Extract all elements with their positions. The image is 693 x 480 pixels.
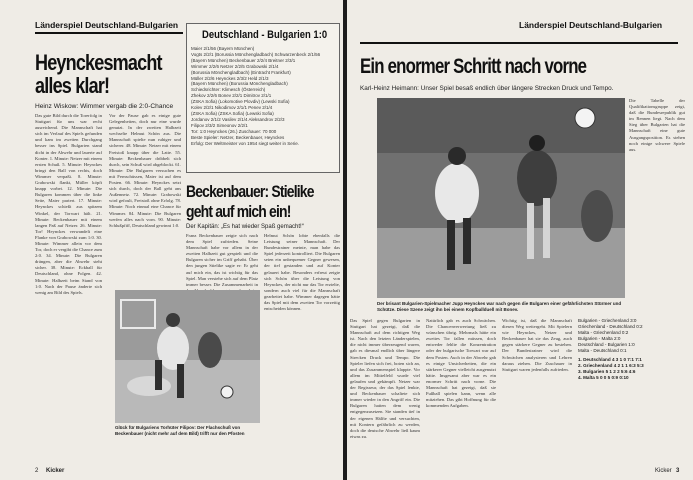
table-row: 3. Bulgarien 5 1 2 2 5:6 4:6 — [578, 369, 636, 374]
match-photo-heynckes — [377, 98, 625, 298]
lineup-line: (Bayern München) (Borussia Mönchengladbach) — [191, 81, 288, 87]
lineup-line: (ZSKA Sofia) (Lokomotive Plovdiv) (Lewski Sofia) — [191, 99, 290, 105]
lineup-line: Tor: 1:0 Heynckes (26.) Zuschauer: 70 000 — [191, 128, 277, 134]
article-column — [629, 98, 685, 318]
running-head: Länderspiel Deutschland-Bulgarien — [519, 20, 663, 30]
article-text: Vor der Pause gab es einige gute Gelegenheiten, doch nur eine wurde genutzt. In der zweiten Halbzeit wechselte Helmut Schön aus. Die Mannschaft spielte nun ruhiger und sicherer. 48. Minute: Netzer mit einem Freistoß knapp über die Latte. 55. Minute: Beckenbauer dribbelt sich durch, sein Schuß wird abgeblockt. 61. Minute: Die Bulgaren versuchen es mit Fernschüssen, Maier ist auf dem Posten. 66. Minute: Heynckes setzt sich durch, doch der Ball geht ans Außennetz. 72. Minute: Grabowski wird gefoult, Freistoß ohne Erfolg. 78. Minute: Noch einmal eine Chance für Wimmer. 84. Minute: Die Bulgaren werfen alles nach vorn. 90. Minute: Schlußpfiff, Deutschland gewinnt 1:0. — [109, 113, 181, 228]
right-subheadline: Karl-Heinz Heimann: Unser Spiel besaß endlich über längere Strecken Druck und Tempo. — [360, 85, 614, 92]
subheadline: Heinz Wiskow: Wimmer vergab die 2:0-Chance — [35, 103, 174, 110]
lineup-line: Müller 2/2/6 Heynckes 2/3/2 Held 2/1/3 — [191, 75, 269, 81]
header-rule — [35, 32, 183, 34]
magazine-name: Kicker — [655, 468, 672, 474]
lineup-line: Jordanov 2/1/2 Vasilev 2/1/4 Aleksandrov 2/2/3 — [191, 116, 285, 122]
lineup-line: (Bayern München) Beckenbauer 2/2/4 Breitner 2/3/1 — [191, 57, 296, 63]
table-row: 2. Griechenland 4 2 1 1 6:3 5:3 — [578, 363, 644, 368]
lineup-line: (ZSKA Sofia) (ZSKA Sofia) (Lewski Sofia) — [191, 110, 274, 116]
lineup-line: Vogts 2/2/1 (Borussia Mönchengladbach) Schwarzenbeck 2/1/56 — [191, 51, 321, 57]
page-number: 3 — [676, 468, 680, 474]
running-head: Länderspiel Deutschland-Bulgarien — [35, 20, 179, 30]
match-photo — [115, 290, 260, 423]
lineup-line: Kolev 2/2/1 Nikodimov 2/1/1 Penev 2/1/4 — [191, 105, 273, 111]
article-column — [35, 113, 102, 470]
lineup-list — [191, 46, 337, 146]
article-text: Franz Beckenbauer zeigte sich nach dem Spiel zufrieden. Seine Mannschaft habe vor allem in der zweiten Halbzeit gut gespielt und die Bulgaren sicher im Griff gehabt. Über den jungen Stielike sagte er: Er geht auf mich ein, das ist wichtig für das Spiel. Man verstehe sich auf dem Platz immer besser. Die Zusammenarbeit in — [186, 233, 258, 287]
left-page — [0, 0, 343, 480]
second-subheadline: Der Kapitän: „Es hat wieder Spaß gemacht!“ — [186, 224, 304, 230]
article-text: Das gute Bild durch die Torerfolg in Stuttgart für uns war recht ausreichend. Die Mannschaft hat sich im Verlauf des Spiels gefunden und kam im zweiten Durchgang besser ins Spiel. Bulgarien stand dicht in der Abwehr und lauerte auf Konter. 1. Minute: Netzer mit einem ersten Schuß. 5. Minute: Heynckes bringt den Ball von rechts, doch Wimmer verpaßt. 8. Minute: Grabowski flankt, Müller köpft knapp vorbei. 12. Minute: Die Bulgaren kommen über die linke Seite, Maier pariert. 17. Minute: Heynckes schießt aus spitzem Winkel, der Torwart hält. 21. Minute: Beckenbauer mit einem langen Paß auf Netzer. 26. Minute: Tor! Heynckes verwandelt eine Flanke von Grabowski zum 1:0. 30. Minute: Wimmer allein vor dem Tor, doch er vergibt die Chance zum 2:0. 34. Minute: Die Bulgaren drängen, aber die Abwehr steht sicher. 38. Minute: Eckball für Deutschland, ohne Folgen. 42. Minute: Halbzeit beim Stand von 1:0. Nach der Pause änderte sich wenig am Bild des Spiels. — [35, 113, 102, 295]
article-column-narrow — [360, 96, 373, 306]
result-line: Malta - Deutschland 0:1 — [578, 348, 627, 353]
article-column — [264, 233, 340, 470]
result-line: Deutschland - Bulgarien 1:0 — [578, 342, 635, 347]
article-column — [502, 318, 572, 470]
match-photo-scene — [115, 290, 260, 423]
second-headline-line1: Beckenbauer: Stielike — [186, 182, 314, 201]
article-text: Das Spiel gegen Bulgarien in Stuttgart hat gezeigt, daß die Mannschaft auf dem richtigen Weg ist. Nach den letzten Länderspielen, die nicht immer überzeugend waren, gab es diesmal endlich über längere Strecken Druck und Tempo. Die Spieler liefen sich frei, boten sich an, und das Zusammenspiel klappte. Vor allem im Mittelfeld wurde viel gelaufen und gekämpft. Netzer war der Regisseur, der das Spiel lenkte, und Beckenbauer schaltete sich immer wieder in den Angriff ein. Die Bulgaren hatten dem wenig entgegenzusetzen. Sie standen tief in der eigenen Hälfte und versuchten, mit Kontern gefährlich zu werden, doch die deutsche Abwehr ließ kaum etwas zu. — [350, 318, 420, 439]
article-column — [109, 113, 181, 285]
second-headline-line2: geht auf mich ein! — [186, 202, 291, 221]
article-column — [426, 318, 496, 470]
header-rule — [360, 42, 678, 44]
lineup-line: Schiedsrichter: Klimesch (Österreich) — [191, 87, 266, 93]
match-photo-scene — [377, 98, 625, 298]
lineup-line: Maier 2/1/56 (Bayern München) — [191, 46, 255, 51]
lineup-line: (Borussia Mönchengladbach) (Eintracht Frankfurt) — [191, 69, 291, 75]
lineup-title: Deutschland - Bulgarien 1:0 — [202, 29, 328, 41]
photo-caption: Glück für Bulgariens Torhüter Filipov: Der Flachschuß von Beckenbauer (nicht mehr auf dem Bild) trifft nur den Pfosten — [115, 425, 245, 436]
result-line: Bulgarien - Griechenland 3:0 — [578, 318, 637, 323]
lineup-line: Filipov 2/3/2 Simeonov 2/2/1 — [191, 122, 248, 128]
photo-caption: Der brisant Bulgarien-Spielmacher Jupp Heynckes war nach gegen die Bulgaren einer gefährlichsten Stürmer und Schütze. Diese Szene zeigt ihn bei einem Kopfballduell mit Bonev. — [377, 301, 622, 312]
article-column — [186, 233, 258, 288]
table-row: 4. Malta 5 0 0 5 0:9 0:10 — [578, 375, 629, 380]
lineup-box — [186, 23, 340, 173]
article-column — [350, 318, 420, 470]
lineup-line: Zhekov 2/2/6 Bonev 2/2/1 Dimitrov 2/1/1 — [191, 93, 272, 99]
article-text: Natürlich gab es auch Schwächen. Die Chancenverwertung ließ zu wünschen übrig. Mehrmals hätte ein zweites Tor fallen müssen, doch entweder fehlte die Konzentration oder der bulgarische Torwart war auf dem Posten. Auch in der Abwehr gab es einige Unsicherheiten, die ein stärkerer Gegner vielleicht ausgenutzt hätte. Insgesamt aber war es ein enormer Schritt nach vorne. Die Mannschaft hat gezeigt, daß sie Fußball spielen kann, wenn alle mitziehen. Das gibt Hoffnung für die kommenden Aufgaben. — [426, 318, 496, 409]
page-number: 2 — [35, 468, 39, 474]
lineup-line: Erfolg: Der Weltmeister von 1954 siegt weiter in Serie. — [191, 140, 299, 146]
right-headline: Ein enormer Schritt nach vorne — [360, 55, 587, 78]
main-headline-line1: Heynckesmacht — [35, 50, 162, 75]
table-row: 1. Deutschland 4 3 1 0 7:1 7:1 — [578, 357, 642, 362]
article-text: Die Tabelle der Qualifikationsgruppe zeigt, daß die Bundesrepublik gut im Rennen liegt. Nach dem Sieg über Bulgarien hat die Mannschaft eine gute Ausgangsposition. Es stehen noch einige schwere Spiele aus. — [629, 98, 685, 152]
lineup-line: Beste Spieler: Netzer, Beckenbauer, Heynckes — [191, 134, 285, 140]
result-line: Malta - Griechenland 0:2 — [578, 330, 629, 335]
article-text: Helmut Schön lobte ebenfalls die Leistung seiner Mannschaft. Der Bundestrainer meinte, man habe das Spiel jederzeit kontrolliert. Die Bulgaren seien ein unbequemer Gegner gewesen, der tief gestanden und auf Konter gelauert habe. Besonders erfreut zeigte sich Schön über die Leistung von Heynckes, der nicht nur das Tor erzielte, sondern auch viel für die Mannschaft gearbeitet habe. Wimmer dagegen hätte das Spiel mit dem zweiten Tor vorzeitig entscheiden können. — [264, 233, 340, 312]
article-text: Wichtig ist, daß die Mannschaft diesen Weg weitergeht. Mit Spielern wie Heynckes, Netzer und Beckenbauer hat sie das Zeug, auch gegen stärkere Gegner zu bestehen. Der Bundestrainer wird die Schwächen analysieren und Lehren daraus ziehen. Die Zuschauer in Stuttgart waren jedenfalls zufrieden. — [502, 318, 572, 372]
lineup-line: Wimmer 2/2/6 Netzer 2/2/5 Grabowski 2/1/4 — [191, 63, 279, 69]
result-line: Bulgarien - Malta 2:0 — [578, 336, 621, 341]
group-standings — [578, 318, 686, 381]
magazine-name: Kicker — [46, 468, 65, 474]
result-line: Griechenland - Deutschland 0:2 — [578, 324, 643, 329]
main-headline-line2: alles klar! — [35, 73, 110, 98]
